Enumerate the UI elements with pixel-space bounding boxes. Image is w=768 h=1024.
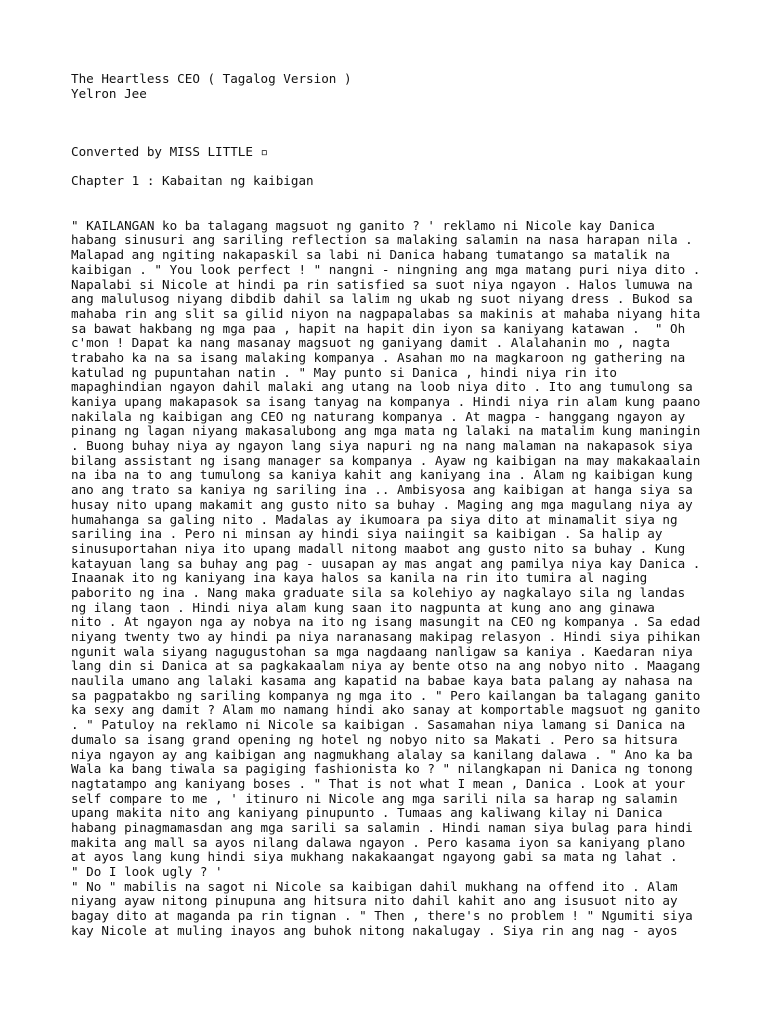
body-line: Wala ka bang tiwala sa pagiging fashionista ko ? " nilangkapan ni Danica ng tonong (71, 761, 693, 777)
chapter-heading (71, 174, 768, 189)
body-line: . " Patuloy na reklamo ni Nicole sa kaibigan . Sasamahan niya lamang si Danica na (71, 717, 686, 733)
body-line: kay Nicole at muling inayos ang buhok nitong nakalugay . Siya rin ang nag - ayos (71, 922, 678, 938)
body-line: husay nito upang makamit ang gusto nito sa buhay . Maging ang mga magulang niya ay (71, 496, 693, 512)
body-line: " No " mabilis na sagot ni Nicole sa kaibigan dahil mukhang na offend ito . Alam (71, 878, 678, 894)
body-line: kaibigan . " You look perfect ! " nangni - ningning ang mga matang puri niya dito . (71, 261, 701, 277)
body-line: kaniya upang makapasok sa isang tanyag na kompanya . Hindi niya rin alam kung paano (71, 394, 701, 409)
body-line: ng ilang taon . Hindi niya alam kung saan ito nagpunta at kung ano ang ginawa (71, 599, 655, 615)
body-line: sariling ina . Pero ni minsan ay hindi siya naiingit sa kaibigan . Sa halip ay (71, 526, 663, 542)
body-line: niyang ayaw nitong pinupuna ang hitsura nito dahil kahit ano ang isusuot nito ay (71, 893, 678, 909)
body-line: upang makita nito ang kaniyang pinupunto . Tumaas ang kaliwang kilay ni Danica (71, 805, 663, 821)
body-line: bagay dito at maganda pa rin tignan . " Then , there's no problem ! " Ngumiti siya (71, 908, 693, 924)
body-line: humahanga sa galing nito . Madalas ay ikumoara pa siya dito at minamalit siya ng (71, 511, 678, 527)
body-line: Napalabi si Nicole at hindi pa rin satisfied sa suot niya ngayon . Halos lumuwa na (71, 276, 693, 292)
body-line: Inaanak ito ng kaniyang ina kaya halos sa kanila na rin ito tumira al naging (71, 570, 648, 586)
body-line: ano ang trato sa kaniya ng sariling ina .. Ambisyosa ang kaibigan at hanga siya sa (71, 482, 693, 498)
body-line: sa pagpatakbo ng sariling kompanya ng mga ito . " Pero kailangan ba talagang ganito (71, 687, 701, 703)
body-line: niya ngayon ay ang kaibigan ang nagmukhang alalay sa kanilang dalawa . " Ano ka ba (71, 746, 693, 762)
body-line: ngunit wala siyang nagugustohan sa mga nagdaang nanligaw sa kaniya . Kaedaran niya (71, 643, 693, 659)
body-line: ka sexy ang damit ? Alam mo namang hindi ako sanay at komportable magsuot ng ganito (71, 702, 701, 718)
body-line: makita ang mall sa ayos nilang dalawa ngayon . Pero kasama iyon sa kaniyang plano (71, 834, 686, 850)
document-header (71, 72, 768, 101)
body-line: mahaba rin ang slit sa gilid niyon na nagpapalabas sa makinis at mahaba niyang hita (71, 305, 701, 321)
body-line: " KAILANGAN ko ba talagang magsuot ng ganito ? ' reklamo ni Nicole kay Danica (71, 217, 655, 233)
body-line: nagtatampo ang kaniyang boses . " That is not what I mean , Danica . Look at your (71, 775, 686, 791)
body-line: nakilala ng kaibigan ang CEO ng naturang kompanya . At magpa - hanggang ngayon ay (71, 408, 686, 424)
body-line: katulad ng pupuntahan natin . " May punto si Danica , hindi niya rin ito (71, 364, 617, 380)
body-text (71, 219, 768, 939)
body-line: ang malulusog niyang dibdib dahil sa lalim ng ukab ng suot niyang dress . Bukod sa (71, 291, 693, 307)
converted-by-line (71, 145, 768, 160)
body-line: pinang ng lagan niyang makasalubong ang mga mata ng lalaki na matalim kung maningin (71, 423, 701, 439)
body-line: paborito ng ina . Nang maka graduate sila sa kolehiyo ay nagkalayo sila ng landas (71, 584, 686, 600)
body-line: c'mon ! Dapat ka nang masanay magsuot ng ganiyang damit . Alalahanin mo , nagta (71, 335, 670, 351)
document-author: Yelron Jee (71, 85, 147, 101)
converted-by-text: Converted by MISS LITTLE ▫ (71, 144, 269, 160)
body-line: mapaghindian ngayon dahil malaki ang utang na loob niya dito . Ito ang tumulong sa (71, 379, 693, 395)
body-line: dumalo sa isang grand opening ng hotel ng nobyo nito sa Makati . Pero sa hitsura (71, 731, 678, 747)
body-line: sa bawat hakbang ng mga paa , hapit na hapit din iyon sa kaniyang katawan . " Oh (71, 320, 686, 336)
body-line: lang din si Danica at sa pagkakaalam niya ay bente otso na ang nobyo nito . Maagang (71, 658, 701, 674)
body-line: niyang twenty two ay hindi pa niya naranasang makipag relasyon . Hindi siya pihikan (71, 629, 701, 644)
body-line: sinusuportahan niya ito upang madall nitong maabot ang gusto nito sa buhay . Kung (71, 540, 686, 556)
body-line: nito . At ngayon nga ay nobya na ito ng isang masungit na CEO ng kompanya . Sa edad (71, 614, 701, 630)
body-line: Malapad ang ngiting nakapaskil sa labi ni Danica habang tumatango sa matalik na (71, 247, 670, 263)
body-line: at ayos lang kung hindi siya mukhang nakakaangat ngayong gabi sa mata ng lahat . (71, 849, 678, 865)
chapter-title: Chapter 1 : Kabaitan ng kaibigan (71, 173, 314, 189)
body-line: trabaho ka na sa isang malaking kompanya . Asahan mo na magkaroon ng gathering na (71, 349, 686, 365)
body-line: . Buong buhay niya ay ngayon lang siya napuri ng na nang malaman na nakapasok siya (71, 438, 693, 454)
body-line: " Do I look ugly ? ' (71, 864, 223, 879)
body-line: na iba na to ang tumulong sa kaniya kahit ang kaniyang ina . Alam ng kaibigan kung (71, 467, 693, 483)
body-line: self compare to me , ' itinuro ni Nicole ang mga sarili nila sa harap ng salamin (71, 790, 678, 806)
body-line: bilang assistant ng isang manager sa kompanya . Ayaw ng kaibigan na may makakaalain (71, 452, 701, 468)
body-line: habang pinagmamasdan ang mga sarili sa salamin . Hindi naman siya bulag para hindi (71, 819, 693, 835)
body-line: katayuan lang sa buhay ang pag - uusapan ay mas angat ang pamilya niya kay Danica . (71, 555, 701, 571)
document-title: The Heartless CEO ( Tagalog Version ) (71, 71, 352, 86)
body-line: naulila umano ang lalaki kasama ang kapatid na babae kaya bata palang ay nahasa na (71, 673, 693, 689)
body-line: habang sinusuri ang sariling reflection sa malaking salamin na nasa harapan nila . (71, 232, 693, 248)
